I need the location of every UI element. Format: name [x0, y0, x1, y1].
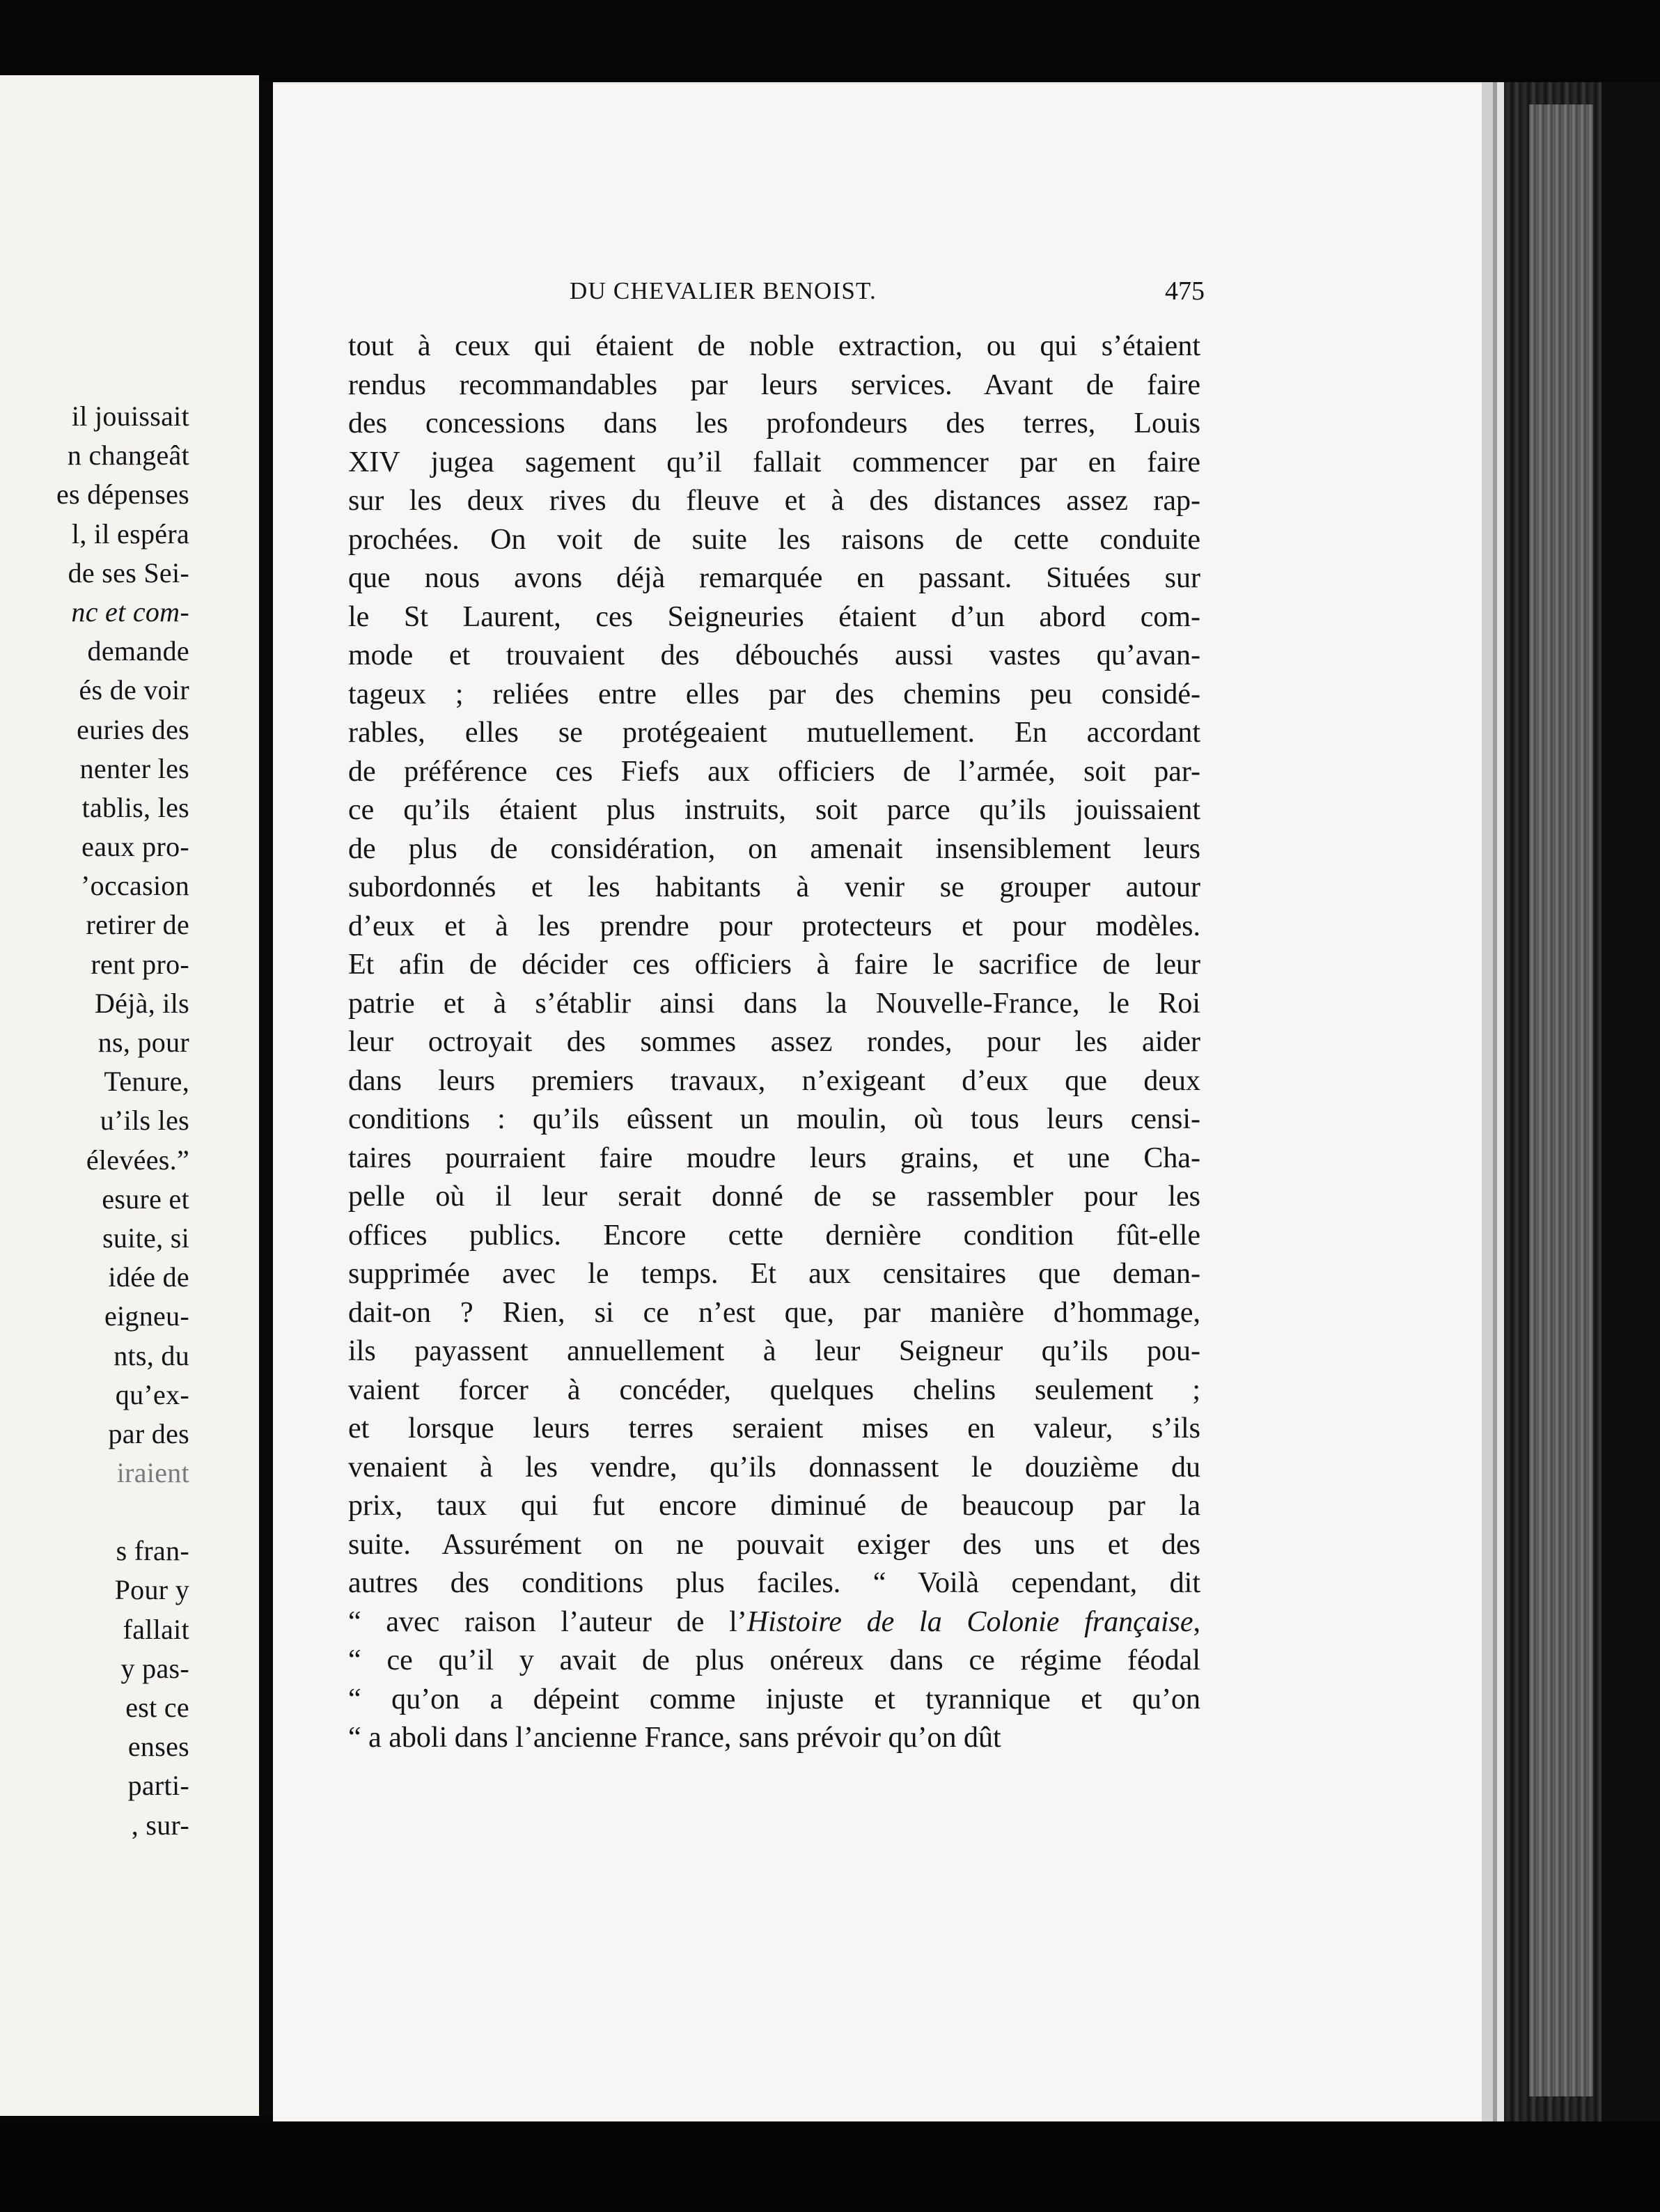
- left-line: nc et com-: [71, 595, 189, 628]
- text-line: tout à ceux qui étaient de noble extraction, ou qui s’étaient: [348, 330, 1200, 362]
- text-line: ce qu’ils étaient plus instruits, soit parce qu’ils jouissaient: [348, 794, 1200, 826]
- left-line: Pour y: [114, 1574, 189, 1606]
- text-line: supprimée avec le temps. Et aux censitaires que deman-: [348, 1258, 1200, 1290]
- text-line: suite. Assurément on ne pouvait exiger des uns et des: [348, 1528, 1200, 1561]
- text-line-quote: [348, 1603, 1200, 1642]
- text-line: venaient à les vendre, qu’ils donnassent le douzième du: [348, 1451, 1200, 1483]
- text-line: conditions : qu’ils eûssent un moulin, où tous leurs censi-: [348, 1103, 1200, 1135]
- text-line: prix, taux qui fut encore diminué de beaucoup par la: [348, 1490, 1200, 1522]
- gutter-shadow: [259, 82, 273, 2116]
- text-line: dait-on ? Rien, si ce n’est que, par manière d’hommage,: [348, 1296, 1200, 1329]
- book-fore-edge-pages: [1529, 104, 1593, 2096]
- left-line: eaux pro-: [81, 831, 189, 863]
- page-edge: [1497, 82, 1504, 2121]
- text-line: XIV jugea sagement qu’il fallait commencer par en faire: [348, 446, 1200, 478]
- text-line-quote: “ ce qu’il y avait de plus onéreux dans ce régime féodal: [348, 1644, 1200, 1676]
- left-line: eigneu-: [104, 1300, 189, 1332]
- left-line: ns, pour: [97, 1027, 189, 1058]
- book-title-italic: Histoire de la Colonie française: [746, 1605, 1193, 1638]
- text-line: tageux ; reliées entre elles par des chemins peu considé-: [348, 678, 1200, 710]
- text-line-quote: “ a aboli dans l’ancienne France, sans prévoir qu’on dût: [348, 1722, 1001, 1754]
- text-line: autres des conditions plus faciles. “ Voilà cependant, dit: [348, 1567, 1200, 1599]
- left-line: iraient: [116, 1457, 189, 1489]
- left-line: u’ils les: [100, 1105, 189, 1137]
- left-line: rent pro-: [91, 948, 189, 980]
- left-line: l, il espéra: [71, 517, 189, 550]
- body-text: [348, 327, 1200, 1758]
- text-line: prochées. On voit de suite les raisons de cette conduite: [348, 523, 1200, 556]
- left-line: demande: [87, 635, 189, 667]
- left-line: est ce: [125, 1692, 189, 1723]
- left-page: [0, 75, 259, 2116]
- left-line: Déjà, ils: [94, 987, 189, 1019]
- text-line: de plus de considération, on amenait insensiblement leurs: [348, 832, 1200, 865]
- text-line: pelle où il leur serait donné de se rassembler pour les: [348, 1181, 1200, 1213]
- left-line: par des: [108, 1417, 189, 1449]
- text-line: mode et trouvaient des débouchés aussi vastes qu’avan-: [348, 639, 1200, 671]
- text-line: taires pourraient faire moudre leurs grains, et une Cha-: [348, 1142, 1200, 1174]
- scan-background: [0, 2121, 1660, 2212]
- left-line: s fran-: [116, 1535, 189, 1567]
- text-line: subordonnés et les habitants à venir se grouper autour: [348, 871, 1200, 903]
- left-line: és de voir: [79, 674, 189, 706]
- text-line: le St Laurent, ces Seigneuries étaient d’un abord com-: [348, 600, 1200, 633]
- text-line: vaient forcer à concéder, quelques chelins seulement ;: [348, 1373, 1200, 1406]
- text-line: d’eux et à les prendre pour protecteurs et pour modèles.: [348, 910, 1200, 942]
- left-line: ’occasion: [81, 870, 189, 902]
- text-line: dans leurs premiers travaux, n’exigeant d’eux que deux: [348, 1064, 1200, 1097]
- left-line: suite, si: [102, 1222, 189, 1254]
- text-line: ils payassent annuellement à leur Seigneur qu’ils pou-: [348, 1335, 1200, 1367]
- text-line: que nous avons déjà remarquée en passant. Situées sur: [348, 562, 1200, 594]
- text-line: leur octroyait des sommes assez rondes, pour les aider: [348, 1026, 1200, 1058]
- text-line: et lorsque leurs terres seraient mises en valeur, s’ils: [348, 1412, 1200, 1444]
- left-page-text-fragment: [0, 397, 189, 1845]
- left-line: y pas-: [120, 1652, 189, 1684]
- left-line: esure et: [102, 1183, 189, 1215]
- left-line: qu’ex-: [115, 1378, 189, 1410]
- text-line-quote: “ qu’on a dépeint comme injuste et tyrannique et qu’on: [348, 1683, 1200, 1715]
- text-line: sur les deux rives du fleuve et à des distances assez rap-: [348, 485, 1200, 517]
- left-line: nts, du: [113, 1339, 189, 1371]
- quote-prefix: “ avec raison l’auteur de l’: [348, 1605, 747, 1638]
- book-cover-edge: [1602, 82, 1660, 2121]
- left-line: enses: [127, 1731, 189, 1763]
- text-line: offices publics. Encore cette dernière condition fût-elle: [348, 1219, 1200, 1252]
- text-line: Et afin de décider ces officiers à faire le sacrifice de leur: [348, 949, 1200, 981]
- left-line: parti-: [127, 1770, 189, 1802]
- page-number: 475: [1165, 276, 1205, 306]
- quote-suffix: ,: [1193, 1605, 1200, 1638]
- text-line: rables, elles se protégeaient mutuellement. En accordant: [348, 717, 1200, 749]
- text-line: rendus recommandables par leurs services. Avant de faire: [348, 368, 1200, 401]
- left-line: fallait: [123, 1613, 189, 1645]
- running-head: DU CHEVALIER BENOIST.: [570, 277, 877, 304]
- left-line: es dépenses: [56, 478, 189, 511]
- left-line: il jouissait: [71, 400, 189, 432]
- left-line: élevées.”: [86, 1144, 189, 1176]
- left-line: tablis, les: [81, 791, 189, 823]
- left-line: retirer de: [86, 909, 189, 941]
- text-line: des concessions dans les profondeurs des terres, Louis: [348, 407, 1200, 439]
- left-line: nenter les: [79, 752, 189, 784]
- left-line: , sur-: [131, 1809, 189, 1841]
- text-line: de préférence ces Fiefs aux officiers de l’armée, soit par-: [348, 755, 1200, 788]
- left-line: [0, 1493, 189, 1532]
- left-line: n changeât: [67, 439, 189, 472]
- text-line: patrie et à s’établir ainsi dans la Nouvelle-France, le Roi: [348, 987, 1200, 1020]
- page-edge: [1482, 82, 1493, 2121]
- left-line: Tenure,: [104, 1066, 189, 1098]
- left-line: euries des: [77, 713, 189, 745]
- left-line: idée de: [108, 1261, 189, 1293]
- left-line: de ses Sei-: [68, 556, 189, 589]
